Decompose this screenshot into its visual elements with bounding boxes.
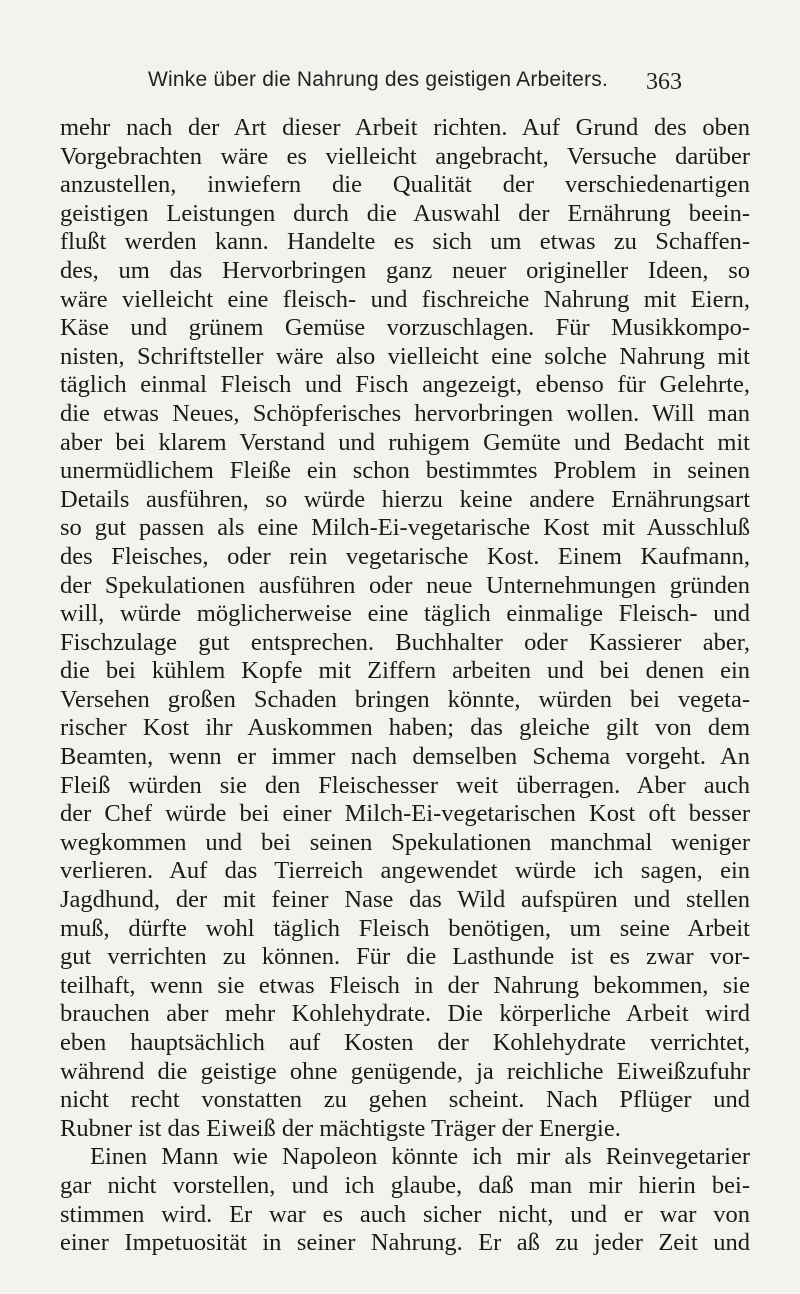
page-number: 363 (646, 69, 682, 95)
text-line: nicht recht vonstatten zu gehen scheint. Nach Pflüger und (60, 1086, 750, 1114)
text-line: die etwas Neues, Schöpferisches hervorbringen wollen. Will man (60, 399, 750, 427)
text-line: Käse und grünem Gemüse vorzuschlagen. Für Musikkompo- (60, 314, 750, 342)
text-line: einer Impetuosität in seiner Nahrung. Er aß zu jeder Zeit und (60, 1229, 750, 1257)
text-line: wegkommen und bei seinen Spekulationen manchmal weniger (60, 828, 750, 856)
text-line: verlieren. Auf das Tierreich angewendet würde ich sagen, ein (60, 857, 750, 885)
text-line: der Spekulationen ausführen oder neue Unternehmungen gründen (60, 571, 750, 599)
text-line: des, um das Hervorbringen ganz neuer origineller Ideen, so (60, 256, 750, 284)
text-line: muß, dürfte wohl täglich Fleisch benötigen, um seine Arbeit (60, 914, 750, 942)
running-header: Winke über die Nahrung des geistigen Arbeiters. (148, 68, 608, 91)
text-line: so gut passen als eine Milch-Ei-vegetarische Kost mit Ausschluß (60, 514, 750, 542)
text-line: des Fleisches, oder rein vegetarische Kost. Einem Kaufmann, (60, 542, 750, 570)
text-line: täglich einmal Fleisch und Fisch angezeigt, ebenso für Gelehrte, (60, 371, 750, 399)
text-line: mehr nach der Art dieser Arbeit richten. Auf Grund des oben (60, 114, 750, 141)
text-line: stimmen wird. Er war es auch sicher nicht, und er war von (60, 1200, 750, 1228)
text-line: Rubner ist das Eiweiß der mächtigste Träger der Energie. (60, 1114, 621, 1142)
text-line: Jagdhund, der mit feiner Nase das Wild aufspüren und stellen (60, 886, 750, 914)
text-line: Fischzulage gut entsprechen. Buchhalter oder Kassierer aber, (60, 628, 750, 656)
text-line: teilhaft, wenn sie etwas Fleisch in der Nahrung bekommen, sie (60, 971, 750, 999)
text-line: Details ausführen, so würde hierzu keine andere Ernährungsart (60, 485, 750, 513)
text-line: eben hauptsächlich auf Kosten der Kohlehydrate verrichtet, (60, 1029, 750, 1056)
text-line: nisten, Schriftsteller wäre also vielleicht eine solche Nahrung mit (60, 342, 750, 370)
body-text (60, 114, 750, 1258)
text-line: unermüdlichem Fleiße ein schon bestimmtes Problem in seinen (60, 457, 750, 485)
text-line: aber bei klarem Verstand und ruhigem Gemüte und Bedacht mit (60, 428, 750, 456)
text-line: gut verrichten zu können. Für die Lasthunde ist es zwar vor- (60, 943, 750, 971)
text-line: wäre vielleicht eine fleisch- und fischreiche Nahrung mit Eiern, (60, 285, 750, 313)
text-line: rischer Kost ihr Auskommen haben; das gleiche gilt von dem (60, 714, 750, 742)
text-line: flußt werden kann. Handelte es sich um etwas zu Schaffen- (60, 228, 750, 256)
text-line: Vorgebrachten wäre es vielleicht angebracht, Versuche darüber (60, 142, 750, 170)
text-line: der Chef würde bei einer Milch-Ei-vegetarischen Kost oft besser (60, 800, 750, 828)
text-line: geistigen Leistungen durch die Auswahl der Ernährung beein- (60, 199, 750, 227)
text-line: die bei kühlem Kopfe mit Ziffern arbeiten und bei denen ein (60, 657, 750, 685)
text-line: während die geistige ohne genügende, ja reichliche Eiweißzufuhr (60, 1057, 750, 1085)
text-line: Beamten, wenn er immer nach demselben Schema vorgeht. An (60, 743, 750, 771)
text-line: brauchen aber mehr Kohlehydrate. Die körperliche Arbeit wird (60, 1000, 750, 1028)
text-line: Einen Mann wie Napoleon könnte ich mir als Reinvegetarier (90, 1143, 750, 1171)
text-line: Fleiß würden sie den Fleischesser weit überragen. Aber auch (60, 771, 750, 799)
text-line: will, würde möglicherweise eine täglich einmalige Fleisch- und (60, 600, 750, 628)
text-line: anzustellen, inwiefern die Qualität der verschiedenartigen (60, 171, 750, 199)
text-line: Versehen großen Schaden bringen könnte, würden bei vegeta- (60, 685, 750, 713)
text-line: gar nicht vorstellen, und ich glaube, daß man mir hierin bei- (60, 1171, 750, 1199)
